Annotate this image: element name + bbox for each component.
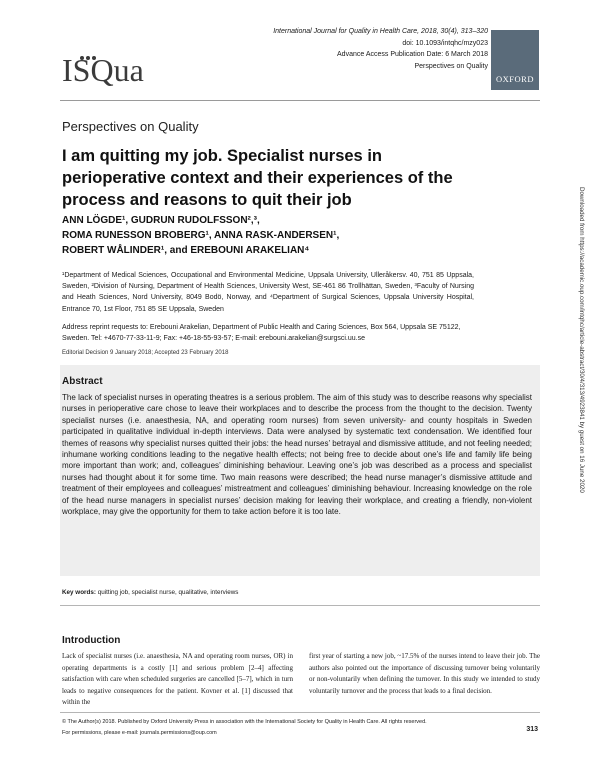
author-line: ROBERT WÅLINDER¹, and EREBOUNI ARAKELIAN⁴	[62, 245, 310, 256]
intro-column-right: first year of starting a new job, ~17.5% of the nurses intend to leave their job. The authors also pointed out the importance of discussing turnover being voluntarily or non-voluntarily when defining the turnover. In this study we intended to study voluntarily turnover and the process that leads to a final decision.	[309, 652, 540, 695]
footer-divider	[60, 712, 540, 713]
keywords-label: Key words:	[62, 589, 96, 596]
abstract-heading: Abstract	[62, 376, 103, 387]
oxford-logo: OXFORD	[491, 30, 539, 90]
doi[interactable]: doi: 10.1093/intqhc/mzy023	[402, 39, 488, 47]
download-note: Downloaded from https://academic.oup.com/intqhc/article-abstract/30/4/313/4923841 by guest on 16 June 2020	[578, 187, 585, 493]
intro-column-left: Lack of specialist nurses (i.e. anaesthesia, NA and operating room nurses, OR) in operating departments is a costly [1] and serious problem [2–4] affecting satisfaction with care when scheduled surgeries are cancelled [5–7], which in turn leads to negative consequences for the patient. Kovner et al. [1] discussed that within the	[62, 652, 293, 707]
page-number: 313	[526, 726, 538, 733]
journal-citation: International Journal for Quality in Health Care, 2018, 30(4), 313–320	[273, 28, 488, 35]
article-title: I am quitting my job. Specialist nurses in perioperative context and their experiences of the process and reasons to quit their job	[62, 147, 453, 209]
author-line: ROMA RUNESSON BROBERG¹, ANNA RASK-ANDERSEN¹,	[62, 230, 340, 241]
keywords-divider	[60, 605, 540, 606]
abstract-text: The lack of specialist nurses in operating theatres is a serious problem. The aim of this study was to describe reasons why specialist nurses in perioperative care chose to leave their workplaces and to describe the process from the thought to the decision. Twenty specialist nurses (i.e. anaesthesia, NA, and operating room nurses) from seven university- and county hospitals in Sweden participated in qualitative individual in-depth interviews. Data were analysed by systematic text condensation. We identified four themes of reasons why specialist nurses quitted their jobs: the head nurses’ betrayal and dismissive attitude, and not feeling needed; inhumane working conditions leading to the negative health effects; not being free to decide about one’s life and family life being more important than work; and, colleagues’ diminishing behaviour. Leaving one’s job was described as a process and specialist nurses had thought about it for some time. Two main reasons were described; the head nurse manager’s dismissive attitude and treatment of their employees and colleagues’ mistreatment and colleagues’ diminishing behaviour. Increasing knowledge on the role of the head nurse managers in specialist nurses’ decision making for leaving their workplace, and creating a friendly, non-violent workplace, may give the opportunity for them to take action before it is too late.	[62, 393, 532, 517]
editorial-dates: Editorial Decision 9 January 2018; Accepted 23 February 2018	[62, 350, 229, 356]
keywords-text: quitting job, specialist nurse, qualitative, interviews	[97, 589, 239, 596]
permissions-line: For permissions, please e-mail: journals.permissions@oup.com	[62, 730, 217, 736]
affiliations: ¹Department of Medical Sciences, Occupational and Environmental Medicine, Uppsala University, Ulleråkersv. 40, 751 85 Uppsala, Sweden, ²Division of Nursing, Department of Health Sciences, University West, SE-461 86 Trollhättan, Sweden, ³Faculty of Nursing and Heath Sciences, Nord University, 8049 Bodö, Norway, and ⁴Department of Surgical Sciences, Uppsala University Hospital, Entrance 70, 1st Floor, 751 85 SE Uppsala, Sweden	[62, 272, 474, 313]
header-divider	[60, 100, 540, 101]
correspondence: Address reprint requests to: Erebouni Arakelian, Department of Public Health and Caring Sciences, Box 564, Uppsala SE 75122, Sweden. Tel: +4670-77-33-11-9; Fax: +46-18-55-93-57; E-mail: erebouni.arakelian@surgsci.uu.se	[62, 324, 461, 343]
journal-info	[273, 26, 488, 72]
keywords	[62, 589, 238, 596]
isqua-logo: ISQua	[62, 52, 144, 88]
footer	[62, 717, 427, 739]
article-type: Perspectives on Quality	[414, 62, 488, 70]
author-list	[62, 213, 339, 258]
advance-access-date: Advance Access Publication Date: 6 March 2018	[337, 51, 488, 58]
author-line: ANN LÖGDE¹, GUDRUN RUDOLFSSON²,³,	[62, 215, 260, 226]
copyright-line: © The Author(s) 2018. Published by Oxford University Press in association with the International Society for Quality in Health Care. All rights reserved.	[62, 719, 427, 725]
introduction-heading: Introduction	[62, 635, 121, 646]
section-label: Perspectives on Quality	[62, 119, 199, 134]
